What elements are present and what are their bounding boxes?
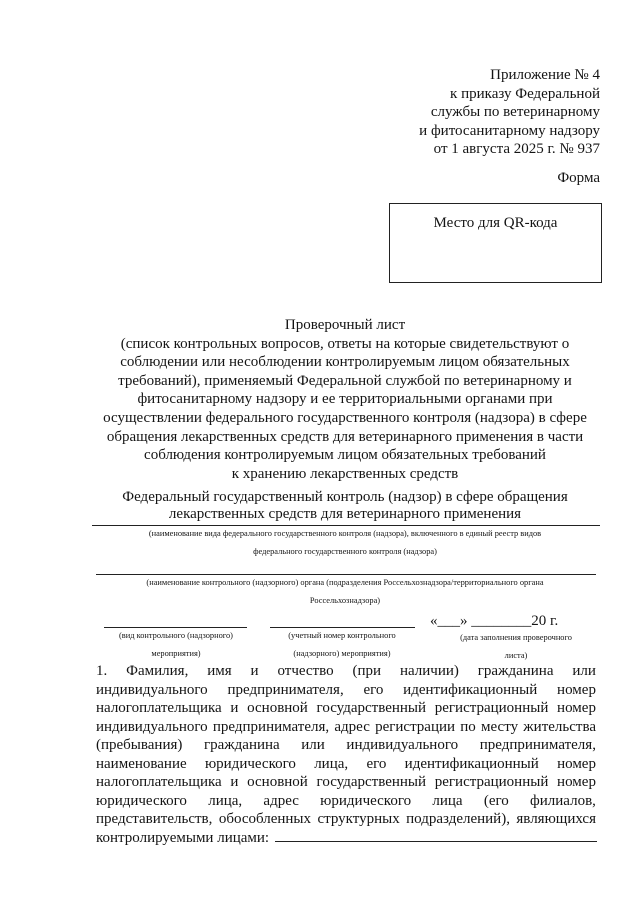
item-1-line	[96, 773, 596, 792]
approval-line: службы по ветеринарному	[430, 104, 600, 120]
caption-line: (надзорного) мероприятия)	[293, 649, 391, 658]
word: его	[366, 755, 387, 772]
approval-line: к приказу Федеральной	[450, 85, 600, 102]
word: его	[363, 681, 384, 698]
item-1-last-line	[96, 829, 596, 848]
item-1-line	[96, 792, 596, 811]
word: имя	[207, 663, 232, 679]
event-type-caption	[96, 630, 256, 659]
word: государственный	[316, 774, 427, 790]
fill-date-caption	[436, 632, 596, 661]
title-line: Проверочный лист	[284, 317, 406, 333]
title-line: фитосанитарному надзору и ее территориальными органами при	[137, 391, 553, 408]
word: и	[230, 700, 239, 716]
organ-field-line[interactable]	[96, 574, 596, 575]
item-1-line	[96, 736, 596, 755]
word: государственный	[316, 700, 427, 716]
word: структурных	[317, 811, 400, 827]
approval-line: и фитосанитарному надзору	[419, 122, 600, 139]
form-label: Форма	[557, 170, 600, 186]
caption-line: мероприятия)	[151, 649, 201, 658]
item-1	[96, 662, 596, 847]
title-line: соблюдения контролируемым лицом обязательных требований	[144, 447, 546, 464]
title-line: обращения лекарственных средств для ветеринарного применения в части	[106, 428, 584, 445]
word: индивидуального	[96, 718, 208, 735]
caption-line: федерального государственного контроля (надзора)	[253, 547, 437, 556]
word: и	[230, 774, 239, 790]
qr-code-box	[389, 203, 602, 283]
word: являющихся	[516, 811, 596, 827]
qr-code-label: Место для QR-кода	[433, 215, 558, 231]
item-1-line	[96, 755, 596, 774]
controlled-persons-field-line[interactable]	[275, 829, 597, 842]
word: предпринимателя,	[227, 681, 344, 698]
word: наличии)	[399, 663, 459, 679]
word: регистрационный	[434, 774, 549, 790]
control-type-line: Федеральный государственный контроль (надзор) в сфере обращения	[122, 489, 568, 505]
word: обособленных	[218, 811, 312, 827]
account-number-caption	[262, 630, 422, 659]
word: наименование	[96, 755, 187, 772]
item-1-line	[96, 681, 596, 700]
word: номер	[557, 755, 596, 772]
title-line: осуществлении федерального государственного контроля (надзора) в сфере	[103, 409, 587, 426]
approval-block	[300, 66, 600, 159]
word: номер	[557, 681, 596, 698]
word: юридического	[204, 755, 296, 772]
word: или	[572, 663, 596, 679]
word: по	[460, 718, 476, 735]
word: гражданина	[477, 663, 554, 679]
word: предпринимателя,	[479, 737, 596, 753]
organ-caption	[90, 577, 600, 606]
caption-line: (учетный номер контрольного	[288, 631, 396, 640]
title-line: к хранению лекарственных средств	[231, 465, 459, 482]
word: юридического	[96, 792, 187, 809]
control-type-line: лекарственных средств для ветеринарного применения	[168, 506, 522, 522]
word: или	[301, 737, 325, 753]
item-1-last-text: контролируемыми лицами:	[96, 829, 270, 846]
caption-line: (дата заполнения проверочного	[460, 633, 572, 642]
word: лица,	[208, 792, 243, 809]
word: подразделений),	[406, 811, 510, 827]
word: налогоплательщика	[96, 700, 222, 716]
word: регистрационный	[434, 700, 549, 716]
item-1-line	[96, 718, 596, 737]
caption-line: (наименование вида федерального государственного контроля (надзора), включенного в единый реестр видов	[148, 529, 542, 538]
title-line: требований), применяемый Федеральной службой по ветеринарному и	[118, 372, 572, 389]
word: лица	[432, 792, 463, 809]
word: номер	[557, 774, 596, 790]
caption-line: листа)	[504, 651, 528, 660]
word: основной	[247, 774, 308, 790]
word: регистрации	[375, 718, 456, 735]
caption-line: Россельхознадзора)	[309, 596, 381, 605]
word: налогоплательщика	[96, 774, 222, 790]
item-1-line	[96, 662, 596, 681]
caption-line: (наименование контрольного (надзорного) органа (подразделения Россельхознадзора/территориального органа	[146, 578, 544, 587]
approval-line: от 1 августа 2025 г. № 937	[433, 141, 600, 157]
caption-line: (вид контрольного (надзорного)	[119, 631, 233, 640]
word: месту	[481, 718, 519, 735]
word: представительств,	[96, 811, 213, 827]
account-number-field-line[interactable]	[270, 627, 415, 628]
control-type-caption	[90, 528, 600, 557]
word: индивидуального	[346, 737, 459, 753]
word: отчество	[277, 663, 334, 679]
item-number: 1.	[96, 663, 108, 679]
word: и	[250, 663, 259, 679]
word: гражданина	[203, 737, 280, 753]
word: идентификационный	[403, 681, 538, 698]
word: адрес	[334, 718, 370, 735]
word: предпринимателя,	[212, 718, 330, 735]
word: юридического	[320, 792, 412, 809]
event-type-field-line[interactable]	[104, 627, 247, 628]
word: филиалов,	[530, 792, 596, 809]
word: Фамилия,	[126, 663, 189, 679]
word: основной	[247, 700, 308, 716]
control-type	[90, 489, 600, 523]
word: жительства	[523, 718, 596, 735]
fill-date-field[interactable]: «___» ________20 г.	[430, 613, 559, 629]
title-line: соблюдении или несоблюдении контролируемым лицом обязательных	[120, 354, 570, 371]
word: идентификационный	[404, 755, 539, 772]
word: лица,	[314, 755, 349, 772]
word: (при	[352, 663, 382, 679]
word: (пребывания)	[96, 737, 183, 753]
word: адрес	[263, 792, 299, 809]
control-type-underline	[92, 525, 600, 526]
approval-line: Приложение № 4	[490, 67, 600, 83]
document-title	[90, 316, 600, 483]
item-1-line	[96, 810, 596, 829]
title-line: (список контрольных вопросов, ответы на которые свидетельствуют о	[120, 335, 570, 352]
word: (его	[483, 792, 509, 809]
item-1-line	[96, 699, 596, 718]
word: номер	[557, 700, 596, 716]
word: индивидуального	[96, 681, 208, 698]
